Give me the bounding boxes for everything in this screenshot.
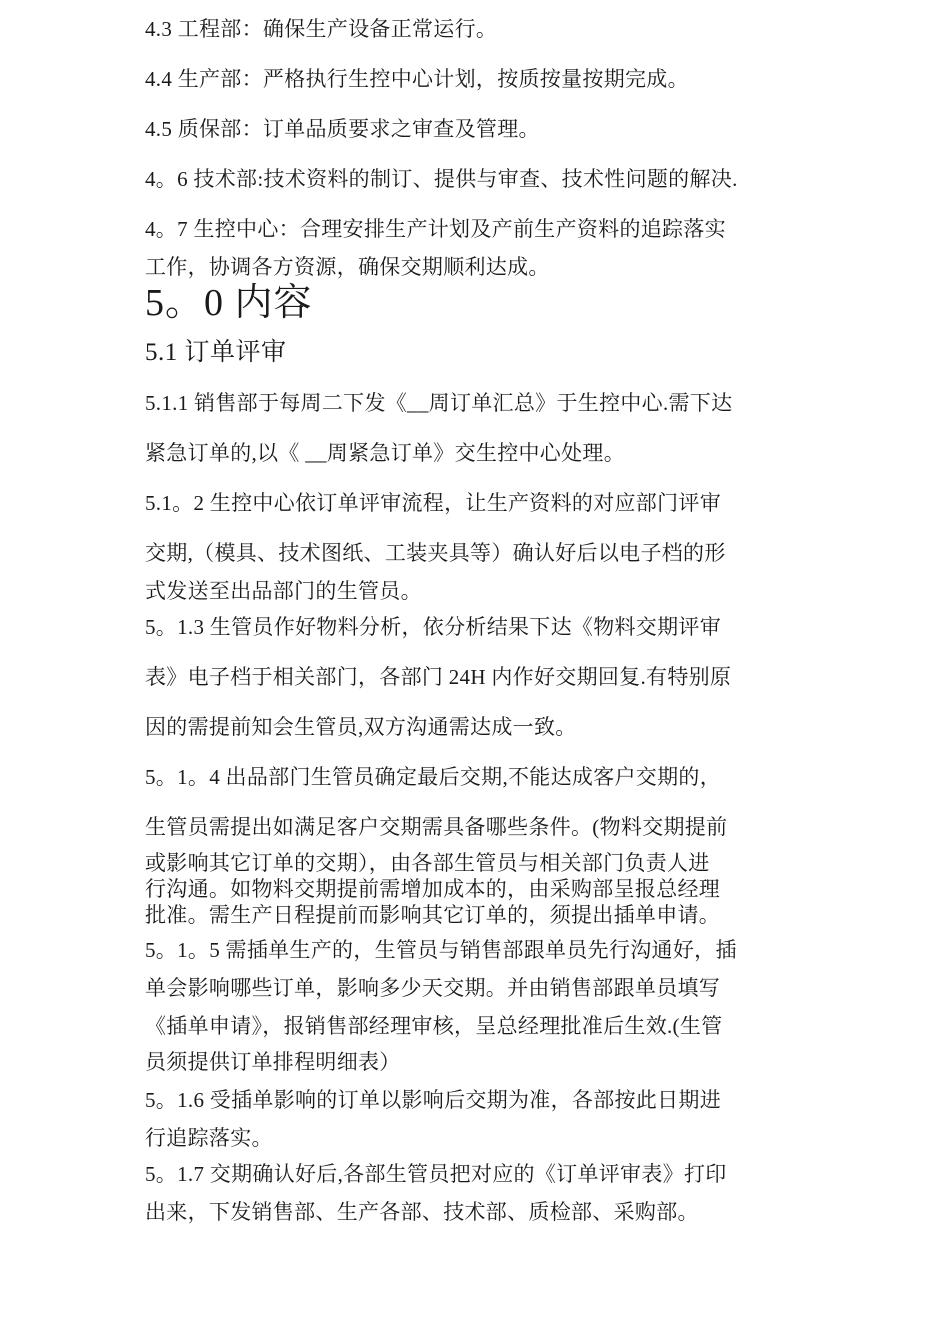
content-line: 5。1.6 受插单影响的订单以影响后交期为准，各部按此日期进 bbox=[145, 1088, 721, 1112]
responsibility-quality: 4.5 质保部：订单品质要求之审查及管理。 bbox=[145, 117, 540, 141]
content-line: 《插单申请》，报销售部经理审核，呈总经理批准后生效.(生管 bbox=[145, 1014, 723, 1038]
responsibility-technical: 4。6 技术部:技术资料的制订、提供与审查、技术性问题的解决. bbox=[145, 167, 738, 191]
content-line: 批准。需生产日程提前而影响其它订单的，须提出插单申请。 bbox=[145, 903, 721, 927]
content-line: 式发送至出品部门的生管员。 bbox=[145, 579, 422, 603]
subsection-heading: 5.1 订单评审 bbox=[145, 339, 287, 366]
content-line: 员须提供订单排程明细表） bbox=[145, 1050, 401, 1074]
responsibility-production-control-cont: 工作，协调各方资源，确保交期顺利达成。 bbox=[145, 255, 550, 279]
content-line: 单会影响哪些订单，影响多少天交期。并由销售部跟单员填写 bbox=[145, 976, 721, 1000]
content-line: 5。1。4 出品部门生管员确定最后交期,不能达成客户交期的， bbox=[145, 765, 721, 789]
content-line: 5.1。2 生控中心依订单评审流程，让生产资料的对应部门评审 bbox=[145, 491, 721, 515]
content-line: 行沟通。如物料交期提前需增加成本的，由采购部呈报总经理 bbox=[145, 877, 721, 901]
content-line: 5.1.1 销售部于每周二下发《__周订单汇总》于生控中心.需下达 bbox=[145, 391, 733, 415]
content-line: 生管员需提出如满足客户交期需具备哪些条件。(物料交期提前 bbox=[145, 815, 728, 839]
responsibility-production-control: 4。7 生控中心：合理安排生产计划及产前生产资料的追踪落实 bbox=[145, 217, 726, 241]
content-line: 因的需提前知会生管员,双方沟通需达成一致。 bbox=[145, 715, 577, 739]
content-line: 紧急订单的,以《 __周紧急订单》交生控中心处理。 bbox=[145, 441, 625, 465]
content-line: 出来，下发销售部、生产各部、技术部、质检部、采购部。 bbox=[145, 1200, 699, 1224]
responsibility-engineering: 4.3 工程部：确保生产设备正常运行。 bbox=[145, 17, 498, 41]
section-heading: 5。0 内容 bbox=[145, 282, 313, 324]
content-line: 5。1。5 需插单生产的，生管员与销售部跟单员先行沟通好，插 bbox=[145, 938, 737, 962]
content-line: 5。1.3 生管员作好物料分析，依分析结果下达《物料交期评审 bbox=[145, 615, 721, 639]
content-line: 5。1.7 交期确认好后,各部生管员把对应的《订单评审表》打印 bbox=[145, 1162, 727, 1186]
content-line: 行追踪落实。 bbox=[145, 1126, 273, 1150]
content-line: 表》电子档于相关部门，各部门 24H 内作好交期回复.有特别原 bbox=[145, 665, 732, 689]
content-line: 交期,（模具、技术图纸、工装夹具等）确认好后以电子档的形 bbox=[145, 541, 726, 565]
content-line: 或影响其它订单的交期），由各部生管员与相关部门负责人进 bbox=[145, 851, 710, 875]
responsibility-production: 4.4 生产部：严格执行生控中心计划，按质按量按期完成。 bbox=[145, 67, 689, 91]
